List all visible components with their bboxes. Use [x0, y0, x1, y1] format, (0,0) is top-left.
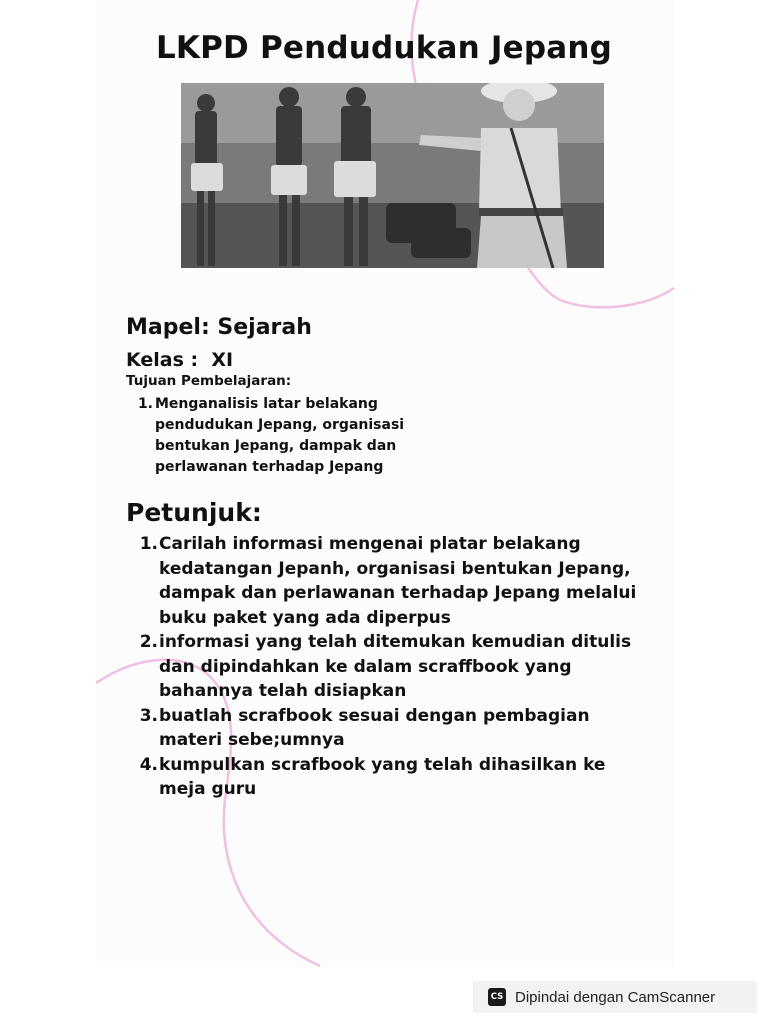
learning-objectives-list — [126, 394, 426, 478]
item-text: buatlah scrafbook sesuai dengan pembagian materi sebe;umnya — [159, 705, 590, 750]
list-item — [126, 753, 646, 802]
instructions-heading: Petunjuk: — [126, 498, 262, 527]
list-item — [126, 532, 646, 630]
item-number: 4. — [139, 754, 158, 775]
item-number: 2. — [139, 632, 158, 652]
list-item — [126, 394, 426, 478]
item-text: informasi yang telah ditemukan kemudian ditulis dan dipindahkan ke dalam scraffbook yang bahannya telah disiapkan — [159, 632, 632, 701]
item-number: 1. — [139, 534, 158, 554]
camscanner-label: Dipindai dengan CamScanner — [515, 988, 716, 1006]
item-number: 1. — [137, 396, 153, 412]
subject-label: Mapel: Sejarah — [126, 315, 312, 340]
class-label: Kelas : XI — [126, 349, 234, 371]
list-item — [126, 704, 646, 753]
item-number: 3. — [139, 705, 158, 726]
list-item — [126, 630, 646, 704]
camscanner-watermark — [473, 981, 757, 1013]
item-text: Carilah informasi mengenai platar belakang kedatangan Jepanh, organisasi bentukan Jepang, dampak dan perlawanan terhadap Jepang melalui buku paket yang ada diperpus — [159, 534, 637, 628]
historical-photo — [181, 83, 604, 268]
camscanner-logo-icon: CS — [488, 988, 506, 1006]
learning-objectives-label: Tujuan Pembelajaran: — [126, 373, 292, 389]
instructions-list — [126, 532, 646, 802]
item-text: Menganalisis latar belakang pendudukan Jepang, organisasi bentukan Jepang, dampak dan perlawanan terhadap Jepang — [155, 396, 405, 475]
page-title: LKPD Pendudukan Jepang — [155, 30, 613, 66]
item-text: kumpulkan scrafbook yang telah dihasilkan ke meja guru — [159, 754, 606, 799]
